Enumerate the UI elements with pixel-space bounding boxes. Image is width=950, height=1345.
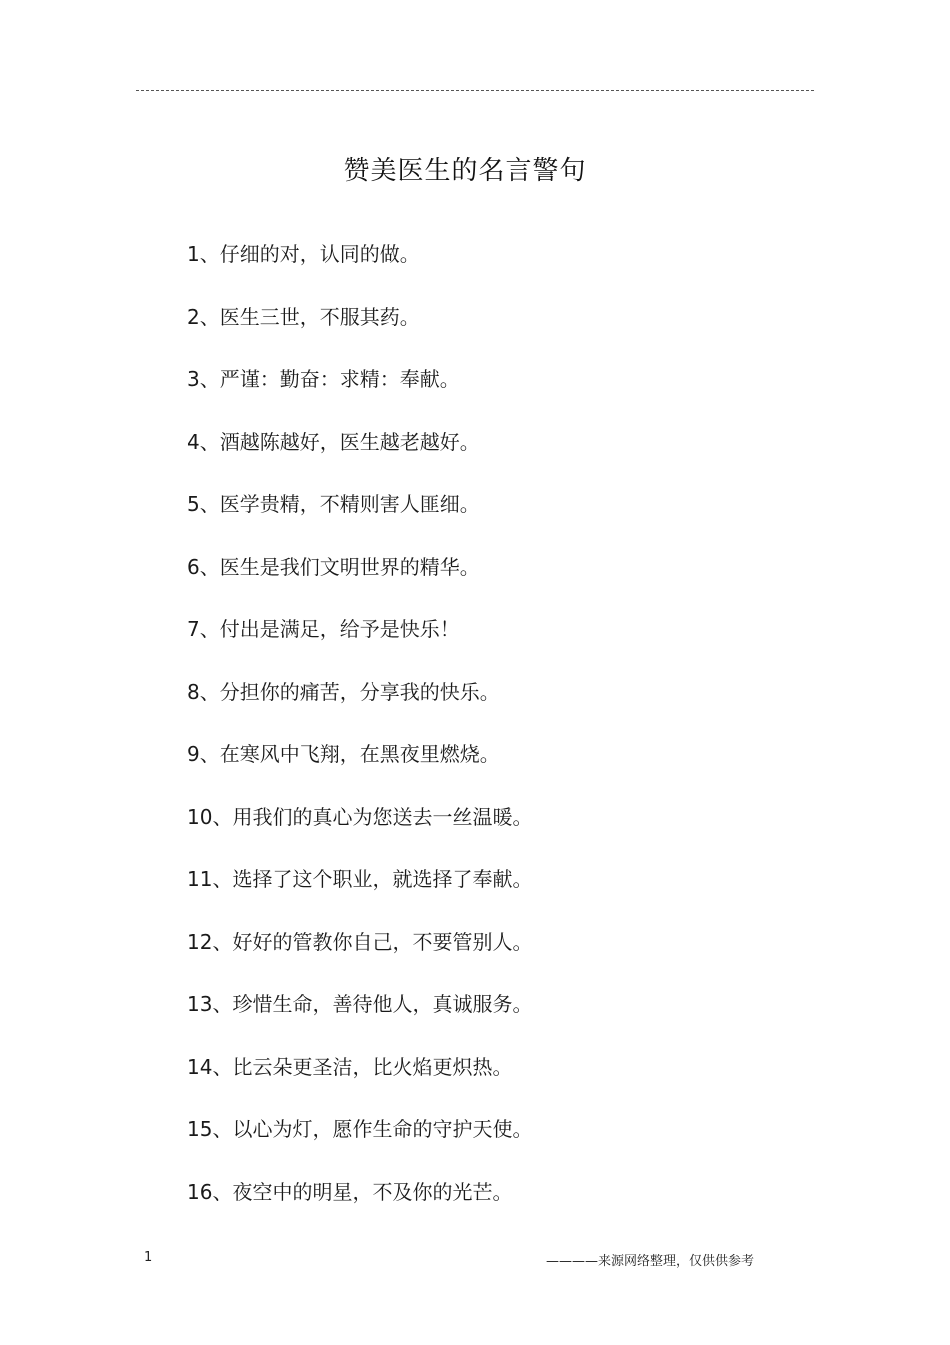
quote-item: 16、夜空中的明星，不及你的光芒。 xyxy=(187,1179,513,1204)
quote-item: 15、以心为灯，愿作生命的守护天使。 xyxy=(187,1117,533,1141)
quote-item: 12、好好的管教你自己，不要管别人。 xyxy=(187,929,533,954)
quote-item: 7、付出是满足，给予是快乐！ xyxy=(187,617,460,641)
page-title: 赞美医生的名言警句 xyxy=(343,156,587,186)
quote-item: 14、比云朵更圣洁，比火焰更炽热。 xyxy=(187,1054,513,1079)
quote-item: 13、珍惜生命，善待他人，真诚服务。 xyxy=(187,992,533,1016)
quote-item: 1、仔细的对，认同的做。 xyxy=(187,242,420,266)
quote-item: 4、酒越陈越好，医生越老越好。 xyxy=(187,429,480,454)
quote-item: 3、严谨：勤奋：求精：奉献。 xyxy=(187,367,460,391)
quote-item: 9、在寒风中飞翔，在黑夜里燃烧。 xyxy=(187,742,500,766)
header-divider xyxy=(136,90,814,91)
quote-item: 2、医生三世，不服其药。 xyxy=(187,304,420,329)
quote-item: 10、用我们的真心为您送去一丝温暖。 xyxy=(187,804,533,829)
quote-item: 5、医学贵精，不精则害人匪细。 xyxy=(187,492,480,516)
page-number: 1 xyxy=(144,1250,153,1265)
quote-item: 11、选择了这个职业，就选择了奉献。 xyxy=(187,867,533,891)
quote-item: 6、医生是我们文明世界的精华。 xyxy=(187,554,480,579)
quote-list xyxy=(187,236,532,1236)
quote-item: 8、分担你的痛苦，分享我的快乐。 xyxy=(187,679,500,704)
footer-source-note: ————来源网络整理，仅供供参考 xyxy=(545,1254,754,1269)
